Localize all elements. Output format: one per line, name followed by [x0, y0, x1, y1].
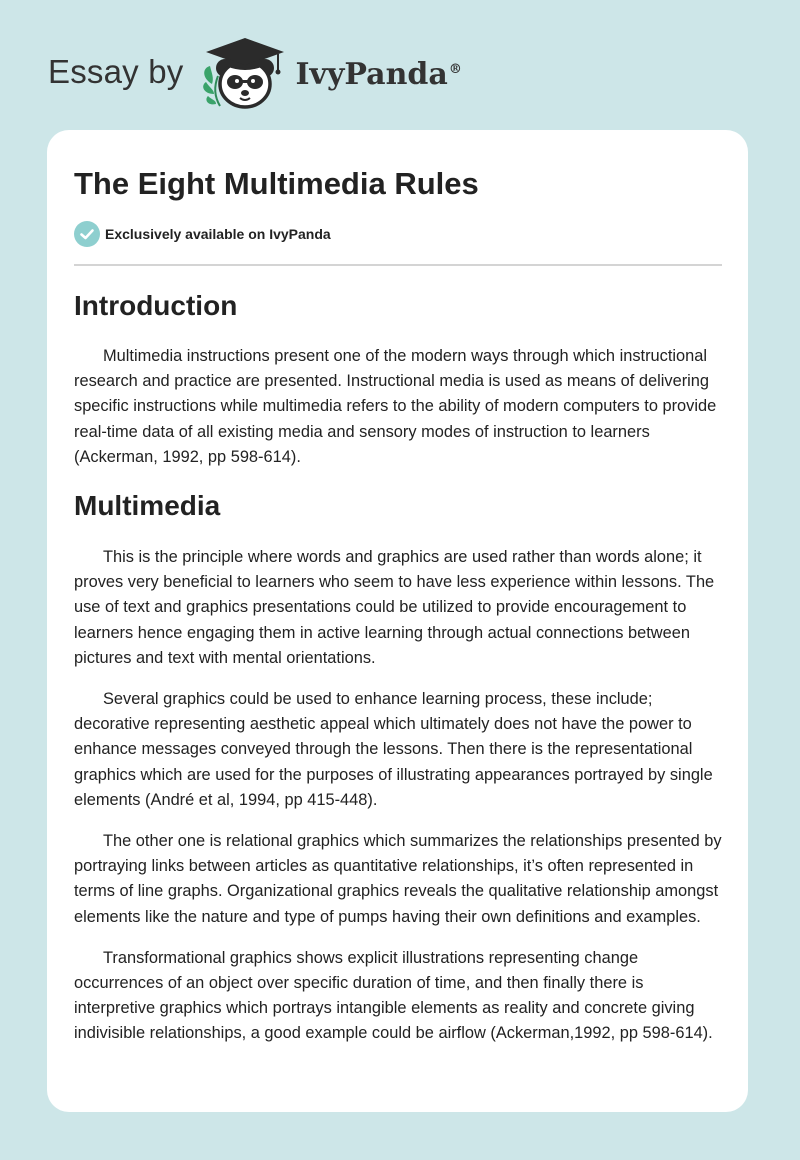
exclusive-badge-label: Exclusively available on IvyPanda	[105, 226, 331, 242]
section-heading-introduction: Introduction	[74, 290, 238, 321]
registered-mark: ®	[448, 61, 462, 77]
site-header	[48, 32, 462, 112]
paragraph: The other one is relational graphics which summarizes the relationships presented by portraying links between articles as quantitative relationships, it’s often represented in terms of line graphs. Organizational graphics reveals the qualitative relationship amongst elements like the nature and type of pumps having their own definitions and examples.	[74, 832, 722, 926]
paragraph: This is the principle where words and graphics are used rather than words alone; it proves very beneficial to learners who seem to have less experience within lessons. The use of text and graphics presentations could be utilized to provide encouragement to learners hence engaging them in active learning through actual connections between pictures and text with mental orientations.	[74, 548, 715, 667]
divider	[74, 264, 722, 266]
essay-by-label: Essay by	[48, 53, 184, 90]
exclusive-badge	[74, 220, 722, 248]
section-heading-multimedia: Multimedia	[74, 490, 221, 522]
paragraph: Multimedia instructions present one of the modern ways through which instructional research and practice are presented. Instructional media is used as means of delivering specific instructions while multimedia refers to the ability of modern computers to provide real-time data of all existing media and sensory modes of instruction to learners (Ackerman, 1992, pp 598-614).	[74, 347, 717, 466]
brand-name[interactable]: IvyPanda®	[295, 56, 462, 92]
paragraph: Several graphics could be used to enhance learning process, these include; decorative representing aesthetic appeal which ultimately does not have the power to enhance messages conveyed through the lessons. Then there is the representational graphics which are used for the purposes of illustrating appearances portrayed by single elements (André et al, 1994, pp 415-448).	[74, 690, 713, 809]
essay-card	[47, 130, 748, 1112]
paragraph: Transformational graphics shows explicit illustrations representing change occurrences of an object over specific duration of time, and then finally there is interpretive graphics which portrays intangible elements as reality and concrete giving indivisible relationships, a good example could be airflow (Ackerman,1992, pp 598-614).	[74, 948, 713, 1043]
page-title: The Eight Multimedia Rules	[74, 166, 479, 201]
panda-graduation-icon[interactable]	[198, 32, 290, 112]
check-circle-icon	[74, 221, 100, 247]
